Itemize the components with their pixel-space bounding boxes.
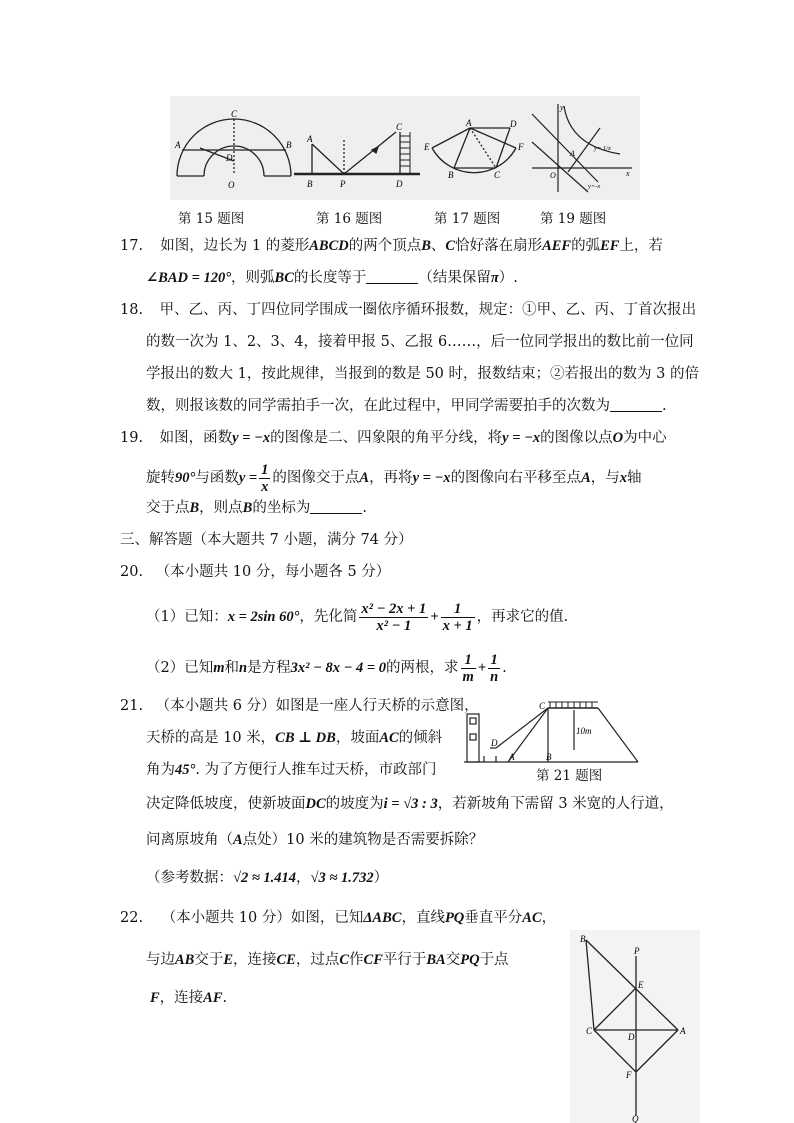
q19-line-3 [146, 498, 367, 518]
fig19-label-curve: y= 1/x [594, 145, 611, 152]
fig22-label-e: E [638, 980, 644, 990]
q18-line-3: 学报出的数大 1，按此规律，当报到的数是 50 时，报数结束；②若报出的数为 3 的倍 [146, 366, 699, 382]
q19-text: 的图像向右平移至点 [450, 470, 582, 486]
math-b: B [421, 238, 431, 254]
fig22-label-d: D [628, 1032, 635, 1042]
q20-number: 20. [120, 564, 144, 580]
figure-21 [462, 700, 642, 770]
q18-line-1 [120, 300, 696, 320]
q18-answer-blank[interactable] [610, 397, 662, 412]
fig16-label-c: C [396, 122, 403, 132]
q20-part-1 [146, 596, 568, 638]
fig17-label-c: C [494, 170, 501, 180]
caption-fig17: 第 17 题图 [434, 211, 501, 227]
caption-fig19: 第 19 题图 [540, 211, 607, 227]
fig17-label-b: B [448, 170, 454, 180]
q22-line-2 [146, 950, 509, 970]
q21-text: （参考数据： [146, 870, 233, 886]
fraction-1-over-n [488, 652, 500, 685]
q21-line-3 [146, 760, 437, 780]
fig19-label-x: x [626, 169, 630, 178]
q19-text: ，则点 [199, 500, 243, 516]
fig17-label-f: F [518, 142, 524, 152]
q21-text: ， [296, 870, 311, 886]
fig15-label-d: D [226, 153, 233, 163]
q20-text: ，先化简 [299, 609, 358, 625]
fig22-label-p: P [634, 946, 640, 956]
math-m: m [213, 660, 225, 676]
q20-text: 的两根，求 [386, 660, 459, 676]
fig19-label-line: y=-x [588, 183, 601, 190]
q20-text: （本小题共 10 分，每小题各 5 分） [155, 564, 391, 580]
fig16-label-d: D [396, 179, 403, 189]
q19-line-2 [146, 458, 641, 498]
fig16-label-b: B [307, 179, 313, 189]
math-ba: BA [426, 952, 446, 968]
fig15-label-b: B [286, 140, 292, 150]
q18-text: . [662, 398, 667, 414]
q17-text: ，则弧 [231, 270, 275, 286]
math-a: A [581, 470, 591, 486]
q17-text: 如图，边长为 1 的菱形 [160, 238, 310, 254]
q21-line-4 [146, 794, 674, 814]
math-45deg: 45° [175, 762, 196, 778]
q22-text: 与边 [146, 952, 175, 968]
q19-text: ，与 [590, 470, 620, 486]
q18-number: 18. [120, 302, 144, 318]
q22-text: ，连接 [159, 990, 204, 1006]
math-af: AF [203, 990, 223, 1006]
caption-fig21: 第 21 题图 [536, 768, 603, 784]
math-n: n [239, 660, 248, 676]
fig16-label-a: A [307, 134, 313, 144]
math-cb-perp-db: CB ⊥ DB [275, 730, 336, 746]
q20-text: 是方程 [247, 660, 291, 676]
math-x-eq-2sin60: x = 2sin 60° [227, 609, 300, 625]
fig17-label-e: E [424, 142, 430, 152]
q22-text: 平行于 [382, 952, 427, 968]
math-y-neg-x: y = −x [502, 430, 541, 446]
fig22-label-q: Q [632, 1114, 639, 1123]
q22-text: 垂直平分 [464, 910, 523, 926]
q22-text: 交于 [194, 952, 224, 968]
fig15-label-c: C [231, 109, 238, 119]
fig16-label-p: P [340, 179, 346, 189]
q21-text: ） [373, 870, 389, 886]
q17-text: ）. [498, 270, 518, 286]
frac-num: 1 [261, 461, 269, 478]
fig22-label-b: B [580, 934, 586, 944]
fig15-label-a: A [175, 140, 181, 150]
math-sqrt3: √3 ≈ 1.732 [310, 870, 374, 886]
fig22-label-f: F [626, 1070, 632, 1080]
q19-text: 轴 [626, 470, 642, 486]
q20-text: （1）已知： [146, 609, 228, 625]
q20-text: （2）已知 [146, 660, 214, 676]
q22-text: 于点 [479, 952, 509, 968]
math-cf: CF [363, 952, 383, 968]
q17-text: 上，若 [619, 238, 663, 254]
q21-line-2 [146, 728, 442, 748]
q18-line-2: 的数一次为 1、2、3、4，接着甲报 5、乙报 6……，后一位同学报出的数比前一位同 [146, 334, 694, 350]
q17-line-2 [146, 268, 518, 288]
q21-text: 角为 [146, 762, 175, 778]
math-dc: DC [305, 796, 326, 812]
math-triangle-abc: ΔABC [363, 910, 402, 926]
q18-text: 数，则报该数的同学需拍手一次，在此过程中，甲同学需要拍手的次数为 [146, 398, 610, 414]
q17-number: 17. [120, 238, 144, 254]
fig21-building [467, 714, 479, 762]
q21-text: 点处）10 米的建筑物是否需要拆除？ [242, 832, 484, 848]
q19-text: 的图像交于点 [272, 470, 360, 486]
fraction-expr-1 [359, 601, 428, 634]
frac-den: x² − 1 [376, 617, 412, 634]
math-y-neg-x: y = −x [412, 470, 451, 486]
q17-text: 的两个顶点 [348, 238, 422, 254]
fig22-label-c: C [586, 1026, 593, 1036]
q17-text: 的长度等于 [293, 270, 367, 286]
math-a: A [233, 832, 243, 848]
q19-line-1 [120, 428, 667, 448]
math-plus: + [430, 609, 439, 625]
math-equation: 3x² − 8x − 4 = 0 [290, 660, 387, 676]
q17-text: 的弧 [571, 238, 601, 254]
figure-16 [292, 118, 422, 192]
q22-number: 22. [120, 910, 144, 926]
q17-text: （结果保留 [418, 270, 491, 286]
q19-answer-blank[interactable] [310, 499, 362, 514]
q21-text: 的倾斜 [398, 730, 443, 746]
q19-text: ，再将 [369, 470, 413, 486]
fig19-hyperbola [564, 106, 620, 154]
math-y-eq: y = [238, 470, 258, 486]
q19-text: 旋转 [146, 470, 175, 486]
fig17-label-d: D [510, 119, 517, 129]
math-o: O [612, 430, 624, 446]
q19-number: 19. [120, 430, 144, 446]
math-bc: BC [274, 270, 294, 286]
math-ef: EF [600, 238, 620, 254]
fig21-label-d: D [491, 738, 498, 748]
q21-text: 问离原坡角（ [146, 832, 233, 848]
math-e: E [223, 952, 234, 968]
math-pq: PQ [444, 910, 465, 926]
frac-den: n [490, 668, 499, 685]
math-b: B [189, 500, 200, 516]
q18-line-4 [146, 396, 667, 416]
q19-text: 为中心 [623, 430, 667, 446]
q22-text: 交 [445, 952, 461, 968]
q22-line-1 [120, 908, 556, 928]
q21-text: 的坡度为 [325, 796, 384, 812]
fig22-label-a: A [680, 1026, 686, 1036]
q22-text: ，直线 [401, 910, 445, 926]
caption-fig15: 第 15 题图 [178, 211, 245, 227]
q17-answer-blank[interactable] [366, 269, 418, 284]
q22-text: （本小题共 10 分）如图，已知 [161, 910, 364, 926]
math-90deg: 90° [175, 470, 196, 486]
q20-text: . [502, 660, 507, 676]
math-ac: AC [379, 730, 399, 746]
math-pi: π [490, 270, 499, 286]
fraction-1-over-x [259, 462, 270, 495]
q22-text: ，过点 [295, 952, 340, 968]
q21-text: 天桥的高是 10 米， [146, 730, 276, 746]
fig21-label-c: C [539, 701, 546, 711]
fig19-label-o: O [550, 171, 556, 180]
q20-part-2 [146, 648, 507, 688]
fig19-label-a: A [570, 149, 575, 158]
math-slope: i = √3 : 3 [383, 796, 438, 812]
fig21-label-height: 10m [576, 726, 592, 736]
math-pq: PQ [460, 952, 480, 968]
q21-text: （本小题共 6 分）如图是一座人行天桥的示意图， [155, 698, 479, 714]
q17-text: 恰好落在扇形 [455, 238, 543, 254]
q17-text: 、 [430, 238, 446, 254]
q22-text: . [222, 990, 228, 1006]
math-sqrt2: √2 ≈ 1.414 [233, 870, 297, 886]
math-ce: CE [276, 952, 296, 968]
fig21-label-b: B [546, 752, 552, 762]
fig15-label-o: O [228, 180, 235, 190]
frac-den: m [462, 668, 474, 685]
q19-text: . [362, 500, 367, 516]
math-f: F [150, 990, 160, 1006]
q20-text: ，再求它的值. [476, 609, 569, 625]
q19-text: 的图像是二、四象限的角平分线，将 [270, 430, 503, 446]
q21-line-1 [120, 696, 479, 716]
fig19-label-y: y [560, 103, 564, 112]
math-x: x [619, 470, 627, 486]
q21-text: . 为了方便行人推车过天桥，市政部门 [195, 762, 437, 778]
q22-text: ， [541, 910, 557, 926]
q19-text: 与函数 [195, 470, 239, 486]
math-aef: AEF [542, 238, 572, 254]
q21-number: 21. [120, 698, 144, 714]
q21-text: ，坡面 [335, 730, 380, 746]
fig21-label-a: A [509, 752, 515, 762]
q21-text: ，若新坡角下需留 3 米宽的人行道， [437, 796, 674, 812]
figure-19 [528, 102, 636, 194]
math-c: C [445, 238, 456, 254]
frac-den: x + 1 [442, 617, 473, 634]
q20-text: 和 [224, 660, 240, 676]
math-abcd: ABCD [309, 238, 349, 254]
math-a: A [359, 470, 370, 486]
figure-17 [420, 116, 530, 194]
frac-num: 1 [461, 652, 476, 669]
q22-line-3 [150, 988, 227, 1008]
math-c: C [339, 952, 350, 968]
frac-den: x [261, 478, 269, 495]
caption-fig16: 第 16 题图 [316, 211, 383, 227]
math-ab: AB [175, 952, 195, 968]
q22-text: 作 [349, 952, 364, 968]
q19-text: 如图，函数 [159, 430, 233, 446]
math-ac: AC [522, 910, 542, 926]
math-b: B [242, 500, 253, 516]
frac-num: 1 [488, 652, 500, 669]
figure-22 [570, 930, 700, 1123]
figure-15 [172, 104, 297, 192]
fig19-line-neg-x [532, 142, 588, 192]
fig21-slope-dc [496, 708, 548, 748]
q17-line-1 [120, 236, 663, 256]
q21-line-5 [146, 830, 483, 850]
math-y-neg-x: y = −x [232, 430, 271, 446]
section-3-heading: 三、解答题（本大题共 7 小题，满分 74 分） [120, 532, 413, 548]
fig17-arc [432, 148, 516, 173]
math-angle-bad: ∠BAD = 120° [146, 270, 232, 286]
q18-text: 甲、乙、丙、丁四位同学围成一圈依序循环报数，规定：①甲、乙、丙、丁首次报出 [159, 302, 697, 318]
q19-text: 的图像以点 [540, 430, 613, 446]
fraction-expr-2 [441, 601, 475, 634]
math-plus: + [477, 660, 487, 676]
q22-text: ，连接 [233, 952, 277, 968]
q19-text: 交于点 [146, 500, 190, 516]
fig17-label-a: A [466, 118, 472, 128]
q20-line-1 [120, 562, 390, 582]
frac-num: x² − 2x + 1 [361, 600, 427, 617]
fraction-1-over-m [461, 652, 476, 685]
frac-num: 1 [441, 601, 475, 618]
q21-text: 决定降低坡度，使新坡面 [146, 796, 306, 812]
q19-text: 的坐标为 [252, 500, 311, 516]
q21-line-6 [146, 868, 388, 888]
